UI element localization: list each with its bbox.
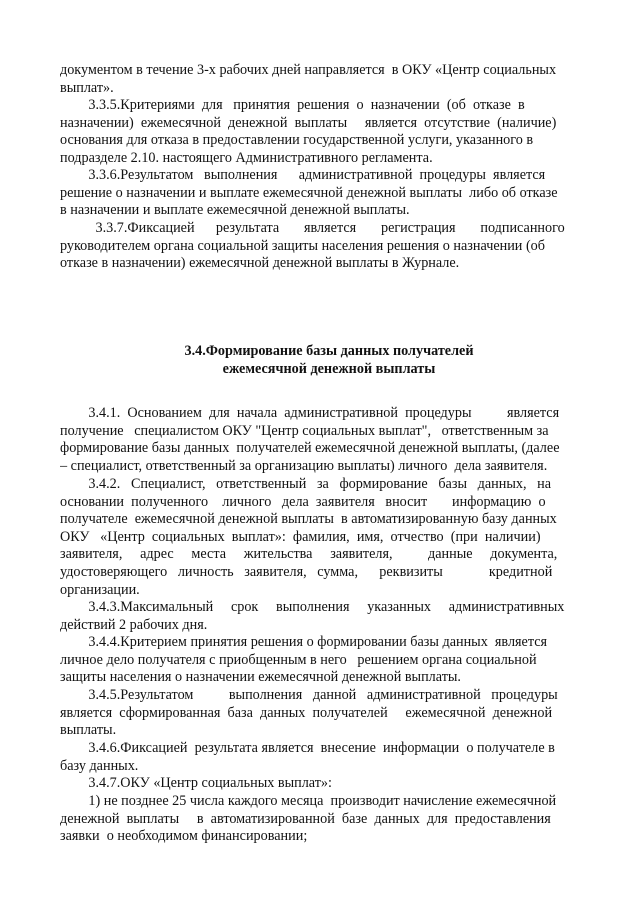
text-line: 1) не позднее 25 числа каждого месяца производит начисление ежемесячной bbox=[60, 793, 557, 809]
paragraph-3-3-6 bbox=[60, 167, 598, 220]
text-line: назначении) ежемесячной денежной выплаты является отсутствие (наличие) bbox=[60, 114, 557, 131]
paragraph-3-3-7 bbox=[60, 220, 598, 273]
paragraph-3-3-5 bbox=[60, 97, 598, 167]
text-line: 3.4.3.Максимальный срок выполнения указанных административных bbox=[60, 599, 565, 615]
text-line: 3.3.6.Результатом выполнения административной процедуры является bbox=[60, 167, 546, 183]
text-line: получение специалистом ОКУ "Центр социальных выплат", ответственным за bbox=[60, 422, 549, 439]
paragraph-3-4-6 bbox=[60, 740, 598, 775]
text-line: 3.4.5.Результатом выполнения данной административной процедуры bbox=[60, 687, 558, 703]
paragraph-3-4-7 bbox=[60, 775, 598, 793]
text-line: заявителя, адрес места жительства заявителя, данные документа, bbox=[60, 546, 558, 563]
text-line: заявки о необходимом финансировании; bbox=[60, 828, 308, 845]
text-line: в назначении и выплате ежемесячной денежной выплаты. bbox=[60, 202, 410, 219]
text-line: 3.4.2. Специалист, ответственный за формирование базы данных, на bbox=[60, 476, 552, 492]
section-heading bbox=[60, 342, 598, 378]
text-line: удостоверяющего личность заявителя, сумма, реквизиты кредитной bbox=[60, 563, 553, 580]
text-line: является сформированная база данных получателей ежемесячной денежной bbox=[60, 704, 553, 721]
paragraph-intro bbox=[60, 62, 598, 97]
text-line: организации. bbox=[60, 581, 140, 598]
text-line: действий 2 рабочих дня. bbox=[60, 616, 208, 633]
text-line: выплат». bbox=[60, 79, 114, 96]
text-line: выплаты. bbox=[60, 722, 117, 739]
text-line: 3.3.7.Фиксацией результата является регистрация подписанного bbox=[60, 220, 565, 236]
text-line: отказе в назначении) ежемесячной денежной выплаты в Журнале. bbox=[60, 255, 460, 272]
text-line: 3.4.1. Основанием для начала административной процедуры является bbox=[60, 405, 560, 421]
text-line: – специалист, ответственный за организацию выплаты) личного дела заявителя. bbox=[60, 457, 548, 474]
text-line: основании полученного личного дела заявителя вносит информацию о bbox=[60, 493, 546, 510]
text-line: 3.4.7.ОКУ «Центр социальных выплат»: bbox=[60, 775, 332, 791]
text-line: личное дело получателя с приобщенным в него решением органа социальной bbox=[60, 651, 537, 668]
paragraph-3-4-1 bbox=[60, 405, 598, 475]
paragraph-3-4-2 bbox=[60, 476, 598, 599]
paragraph-3-4-4 bbox=[60, 634, 598, 687]
text-line: подразделе 2.10. настоящего Административного регламента. bbox=[60, 149, 433, 166]
text-line: денежной выплаты в автоматизированной базе данных для предоставления bbox=[60, 810, 551, 827]
paragraph-3-4-5 bbox=[60, 687, 598, 740]
text-line: документом в течение 3-х рабочих дней направляется в ОКУ «Центр социальных bbox=[60, 62, 557, 78]
text-line: получателе ежемесячной денежной выплаты в автоматизированную базу данных bbox=[60, 511, 557, 528]
text-line: 3.4.6.Фиксацией результата является внесение информации о получателе в bbox=[60, 740, 555, 756]
text-line: 3.3.5.Критериями для принятия решения о назначении (об отказе в bbox=[60, 97, 525, 113]
text-line: 3.4.4.Критерием принятия решения о формировании базы данных является bbox=[60, 634, 548, 650]
text-line: ОКУ «Центр социальных выплат»: фамилия, имя, отчество (при наличии) bbox=[60, 528, 541, 545]
text-line: защиты населения о назначении ежемесячной денежной выплаты. bbox=[60, 669, 461, 686]
text-line: формирование базы данных получателей ежемесячной денежной выплаты, (далее bbox=[60, 440, 560, 457]
section-heading-line2: ежемесячной денежной выплаты bbox=[222, 361, 436, 377]
text-line: основания для отказа в предоставлении государственной услуги, указанного в bbox=[60, 132, 534, 149]
paragraph-3-4-3 bbox=[60, 599, 598, 634]
section-heading-line1: 3.4.Формирование базы данных получателей bbox=[184, 343, 474, 359]
text-line: базу данных. bbox=[60, 757, 139, 774]
text-line: решение о назначении и выплате ежемесячной денежной выплаты либо об отказе bbox=[60, 184, 558, 201]
text-line: руководителем органа социальной защиты населения решения о назначении (об bbox=[60, 237, 545, 254]
paragraph-3-4-7-item-1 bbox=[60, 793, 598, 846]
